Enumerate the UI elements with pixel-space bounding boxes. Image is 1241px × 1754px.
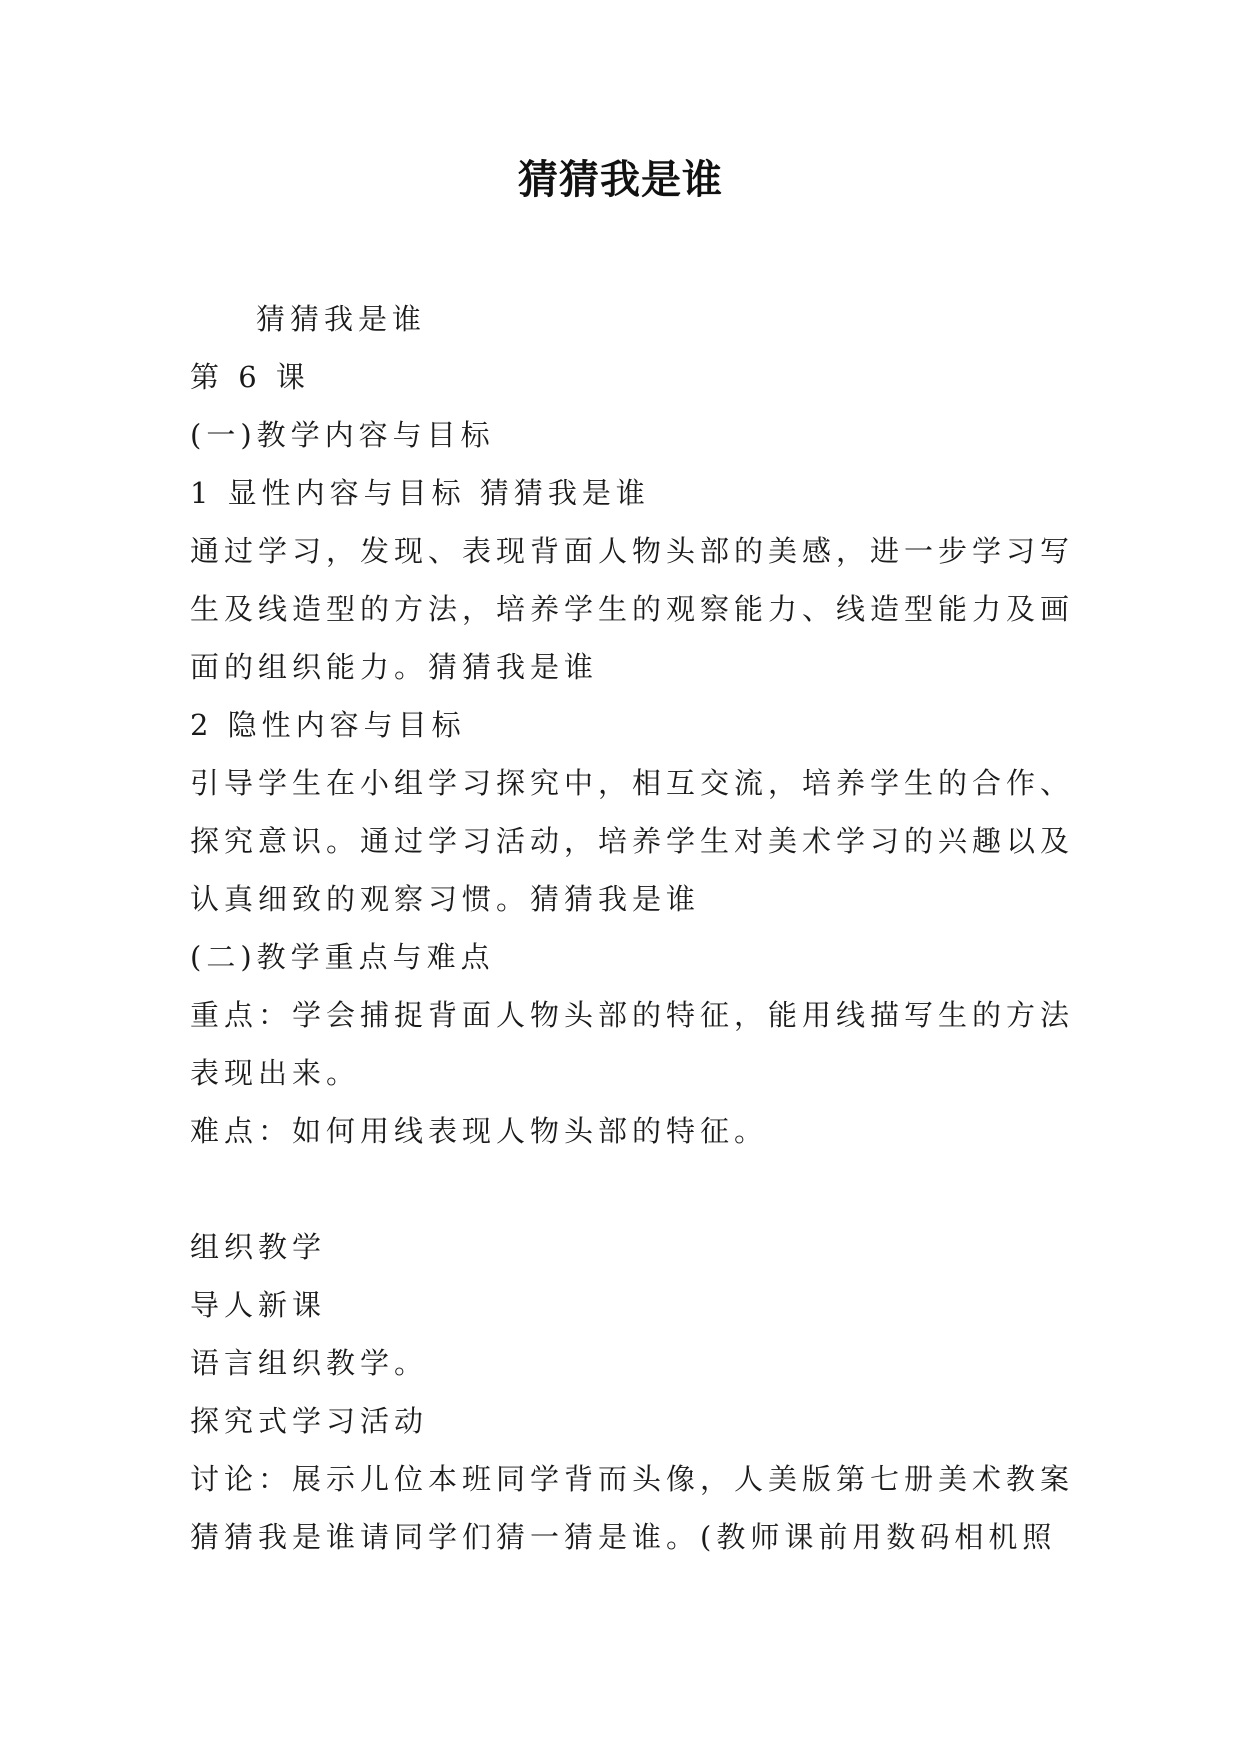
paragraph-line: 重点：学会捕捉背面人物头部的特征，能用线描写生的方法 [190, 998, 1075, 1032]
paragraph-line: 探究意识。通过学习活动，培养学生对美术学习的兴趣以及 [190, 824, 1075, 858]
document-title: 猜猜我是谁 [518, 157, 723, 203]
paragraph-line: 认真细致的观察习惯。猜猜我是谁 [190, 882, 701, 916]
paragraph-line: 引导学生在小组学习探究中，相互交流，培养学生的合作、 [190, 766, 1075, 800]
subsection-heading: 1 显性内容与目标 猜猜我是谁 [190, 476, 650, 510]
paragraph-line: 生及线造型的方法，培养学生的观察能力、线造型能力及画 [190, 592, 1075, 626]
paragraph-line: 猜猜我是谁请同学们猜一猜是谁。(教师课前用数码相机照 [190, 1520, 1057, 1554]
blank-line [190, 1160, 1060, 1218]
lesson-number: 第 6 课 [190, 360, 310, 394]
paragraph-line: 讨论：展示儿位本班同学背而头像，人美版第七册美术教案 [190, 1462, 1075, 1496]
paragraph-line: 表现出来。 [190, 1056, 361, 1090]
activity-heading: 组织教学 [190, 1230, 327, 1264]
paragraph-line: 语言组织教学。 [190, 1346, 429, 1380]
document-body [190, 290, 1075, 1566]
activity-heading: 导人新课 [190, 1288, 327, 1322]
subtitle-line: 猜猜我是谁 [256, 302, 427, 336]
paragraph-line: 难点：如何用线表现人物头部的特征。 [190, 1114, 769, 1148]
section-heading: (一)教学内容与目标 [190, 418, 495, 452]
section-heading: (二)教学重点与难点 [190, 940, 495, 974]
subsection-heading: 2 隐性内容与目标 [190, 708, 466, 742]
activity-heading: 探究式学习活动 [190, 1404, 429, 1438]
paragraph-line: 面的组织能力。猜猜我是谁 [190, 650, 599, 684]
paragraph-line: 通过学习，发现、表现背面人物头部的美感，进一步学习写 [190, 534, 1075, 568]
